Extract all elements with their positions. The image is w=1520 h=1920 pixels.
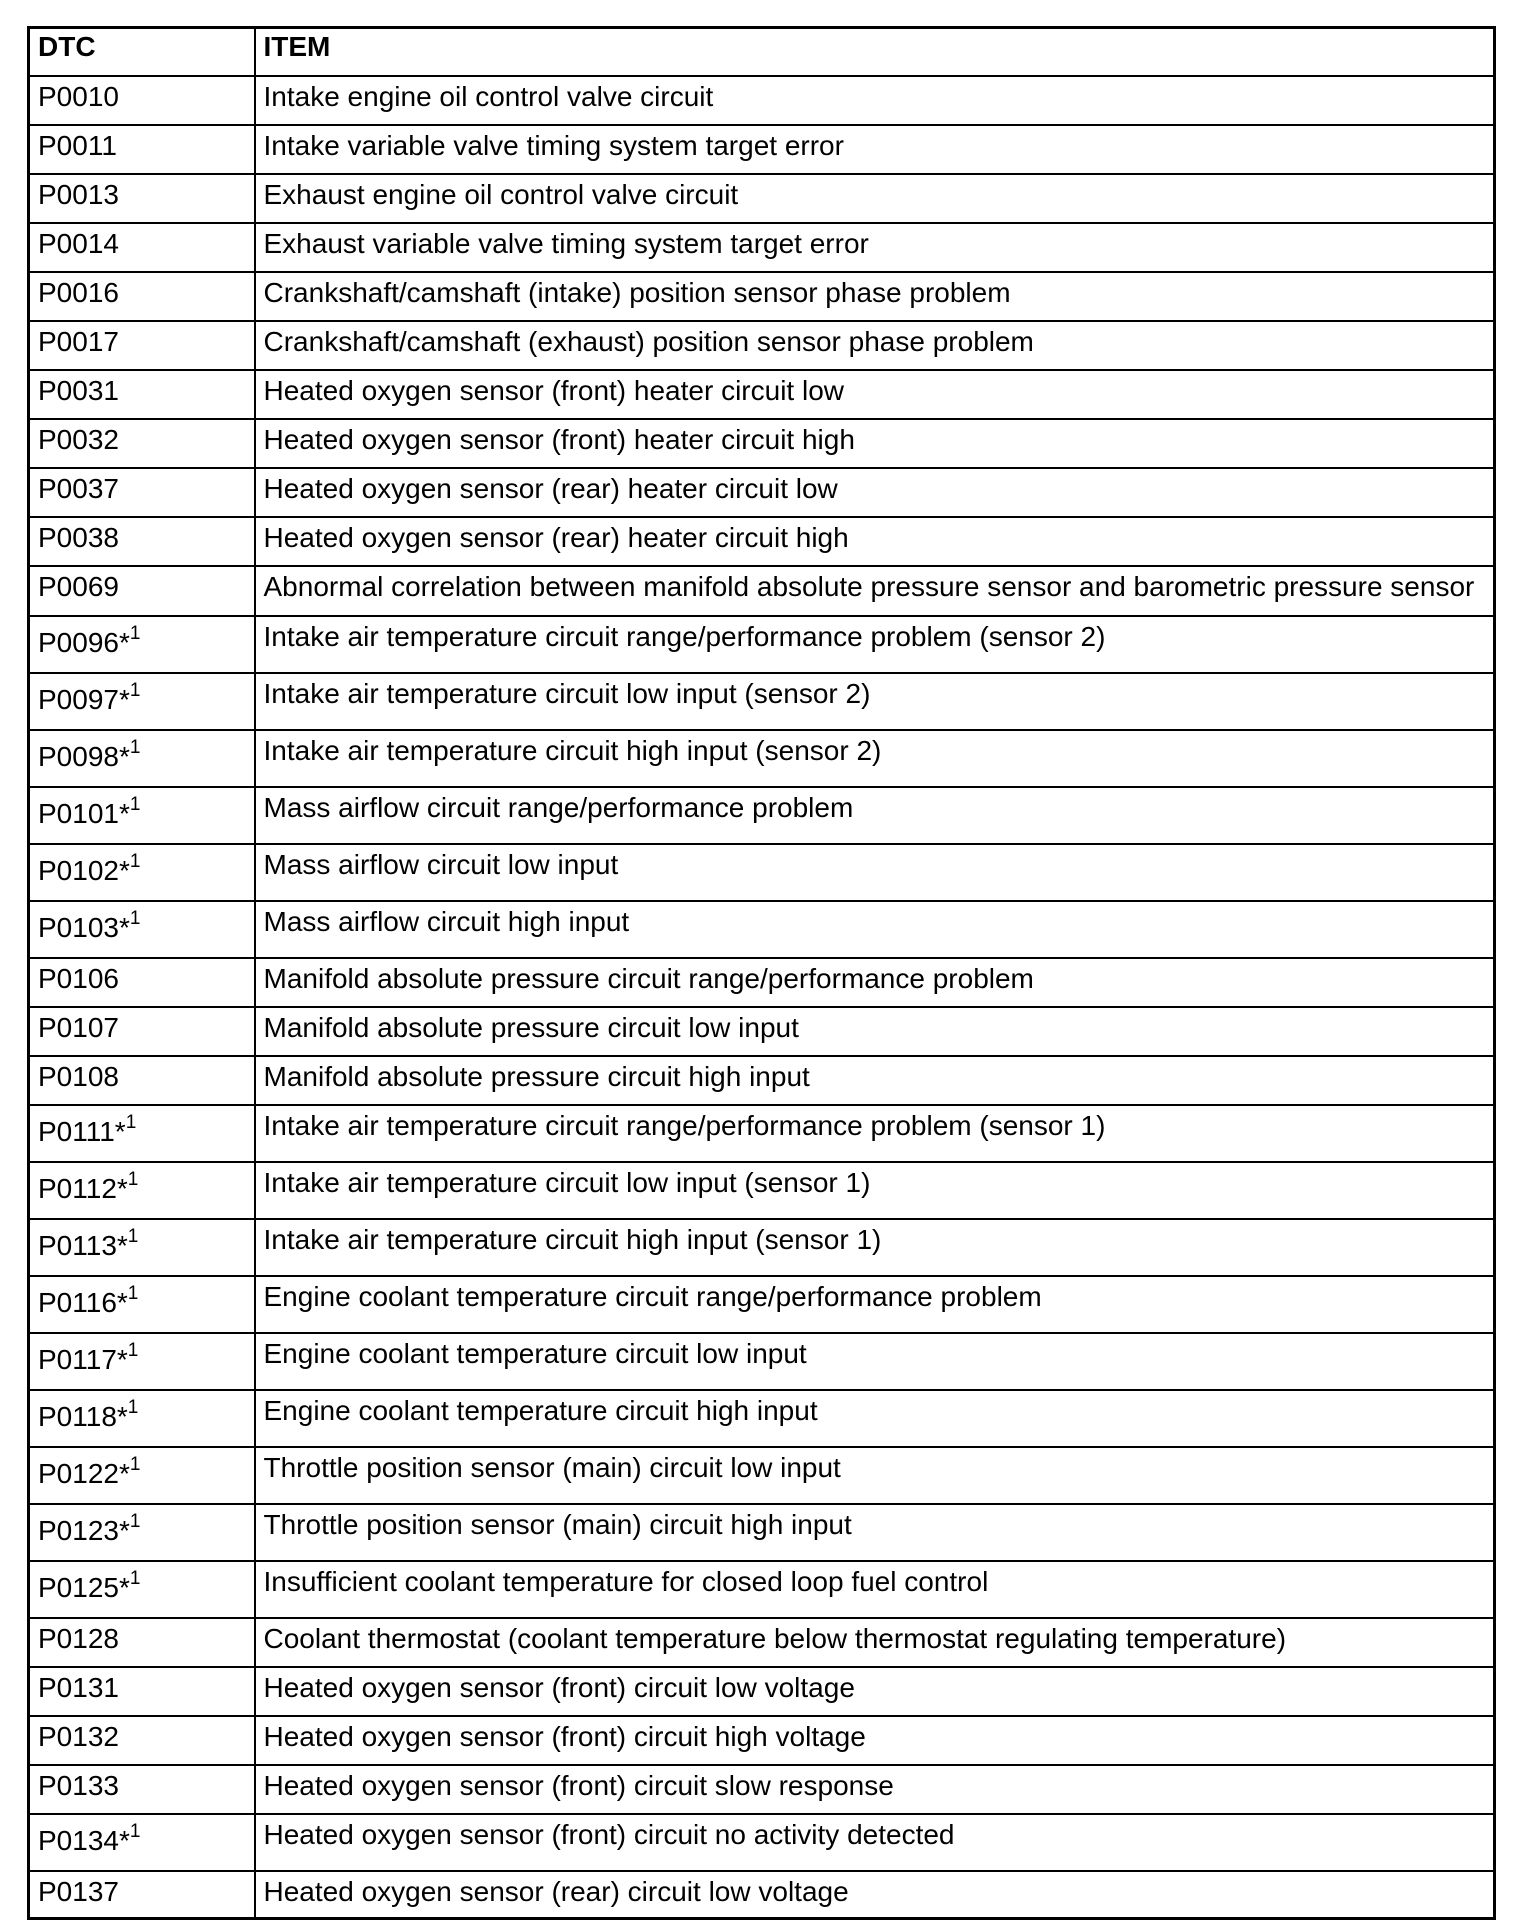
- dtc-item-cell: Heated oxygen sensor (rear) circuit low voltage: [255, 1871, 1495, 1919]
- dtc-item-cell: Heated oxygen sensor (front) circuit no activity detected: [255, 1814, 1495, 1871]
- footnote-marker: 1: [129, 1567, 141, 1589]
- dtc-item-cell: Intake air temperature circuit low input (sensor 1): [255, 1162, 1495, 1219]
- dtc-code: P0010: [38, 81, 119, 112]
- table-row: [29, 1504, 1495, 1561]
- dtc-item-cell: Coolant thermostat (coolant temperature below thermostat regulating temperature): [255, 1618, 1495, 1667]
- dtc-code: P0098*: [38, 741, 130, 772]
- dtc-code: P0069: [38, 571, 119, 602]
- dtc-code-cell: [29, 76, 255, 125]
- dtc-item-cell: Intake air temperature circuit high input (sensor 1): [255, 1219, 1495, 1276]
- dtc-code: P0117*: [38, 1344, 128, 1375]
- dtc-code: P0125*: [38, 1572, 130, 1603]
- dtc-code-cell: [29, 1618, 255, 1667]
- dtc-code-cell: [29, 419, 255, 468]
- dtc-item-cell: Engine coolant temperature circuit low input: [255, 1333, 1495, 1390]
- dtc-code-cell: [29, 1504, 255, 1561]
- footnote-marker: 1: [129, 1510, 141, 1532]
- table-row: [29, 1105, 1495, 1162]
- dtc-item-cell: Heated oxygen sensor (front) heater circuit low: [255, 370, 1495, 419]
- dtc-code: P0038: [38, 522, 119, 553]
- table-row: [29, 901, 1495, 958]
- table-row: [29, 1333, 1495, 1390]
- dtc-column-header: DTC: [29, 28, 255, 77]
- dtc-item-cell: Manifold absolute pressure circuit range/performance problem: [255, 958, 1495, 1007]
- dtc-item-cell: Intake air temperature circuit range/performance problem (sensor 2): [255, 616, 1495, 673]
- dtc-code-cell: [29, 1105, 255, 1162]
- table-row: [29, 616, 1495, 673]
- dtc-code: P0011: [38, 130, 117, 161]
- dtc-code: P0037: [38, 473, 119, 504]
- dtc-code: P0111*: [38, 1116, 126, 1147]
- footnote-marker: 1: [129, 622, 141, 644]
- dtc-code-cell: [29, 730, 255, 787]
- dtc-code-cell: [29, 125, 255, 174]
- table-row: [29, 517, 1495, 566]
- dtc-code-cell: [29, 1333, 255, 1390]
- dtc-code: P0122*: [38, 1458, 130, 1489]
- table-row: [29, 76, 1495, 125]
- dtc-item-cell: Throttle position sensor (main) circuit low input: [255, 1447, 1495, 1504]
- table-row: [29, 1162, 1495, 1219]
- dtc-item-cell: Intake air temperature circuit low input (sensor 2): [255, 673, 1495, 730]
- dtc-code-cell: [29, 958, 255, 1007]
- dtc-code: P0032: [38, 424, 119, 455]
- dtc-item-cell: Engine coolant temperature circuit range/performance problem: [255, 1276, 1495, 1333]
- footnote-marker: 1: [129, 907, 141, 929]
- dtc-code-cell: [29, 1390, 255, 1447]
- table-row: [29, 223, 1495, 272]
- dtc-item-cell: Crankshaft/camshaft (intake) position sensor phase problem: [255, 272, 1495, 321]
- dtc-code: P0106: [38, 963, 119, 994]
- table-row: [29, 1765, 1495, 1814]
- dtc-code-cell: [29, 901, 255, 958]
- dtc-code: P0128: [38, 1623, 119, 1654]
- dtc-code-cell: [29, 1056, 255, 1105]
- dtc-code: P0137: [38, 1876, 119, 1907]
- dtc-code: P0017: [38, 326, 119, 357]
- dtc-item-cell: Heated oxygen sensor (front) circuit high voltage: [255, 1716, 1495, 1765]
- dtc-item-cell: Intake engine oil control valve circuit: [255, 76, 1495, 125]
- footnote-marker: 1: [125, 1111, 137, 1133]
- dtc-code-cell: [29, 272, 255, 321]
- dtc-item-cell: Throttle position sensor (main) circuit high input: [255, 1504, 1495, 1561]
- dtc-code: P0133: [38, 1770, 119, 1801]
- dtc-code-cell: [29, 468, 255, 517]
- dtc-item-cell: Manifold absolute pressure circuit low input: [255, 1007, 1495, 1056]
- dtc-code-cell: [29, 1871, 255, 1919]
- dtc-code: P0103*: [38, 912, 130, 943]
- dtc-code: P0107: [38, 1012, 119, 1043]
- table-row: [29, 125, 1495, 174]
- footnote-marker: 1: [127, 1168, 139, 1190]
- dtc-code: P0132: [38, 1721, 119, 1752]
- table-row: [29, 1390, 1495, 1447]
- dtc-item-cell: Insufficient coolant temperature for closed loop fuel control: [255, 1561, 1495, 1618]
- table-row: [29, 1618, 1495, 1667]
- table-row: [29, 1007, 1495, 1056]
- footnote-marker: 1: [127, 1396, 139, 1418]
- dtc-item-cell: Heated oxygen sensor (front) heater circuit high: [255, 419, 1495, 468]
- dtc-item-cell: Exhaust engine oil control valve circuit: [255, 174, 1495, 223]
- dtc-code: P0031: [38, 375, 119, 406]
- dtc-item-cell: Mass airflow circuit low input: [255, 844, 1495, 901]
- table-row: [29, 1561, 1495, 1618]
- dtc-code-cell: [29, 370, 255, 419]
- table-row: [29, 321, 1495, 370]
- dtc-item-cell: Mass airflow circuit range/performance problem: [255, 787, 1495, 844]
- dtc-code-cell: [29, 1667, 255, 1716]
- dtc-item-cell: Exhaust variable valve timing system target error: [255, 223, 1495, 272]
- dtc-code-cell: [29, 673, 255, 730]
- dtc-item-cell: Heated oxygen sensor (rear) heater circuit high: [255, 517, 1495, 566]
- dtc-code-cell: [29, 844, 255, 901]
- dtc-code-cell: [29, 174, 255, 223]
- footnote-marker: 1: [129, 850, 141, 872]
- table-row: [29, 730, 1495, 787]
- dtc-code: P0102*: [38, 855, 130, 886]
- dtc-code-cell: [29, 223, 255, 272]
- dtc-item-cell: Heated oxygen sensor (front) circuit low voltage: [255, 1667, 1495, 1716]
- dtc-code-cell: [29, 1219, 255, 1276]
- footnote-marker: 1: [129, 793, 141, 815]
- dtc-code: P0014: [38, 228, 119, 259]
- table-row: [29, 370, 1495, 419]
- table-row: [29, 272, 1495, 321]
- dtc-code-cell: [29, 1007, 255, 1056]
- dtc-item-cell: Heated oxygen sensor (front) circuit slow response: [255, 1765, 1495, 1814]
- dtc-code: P0096*: [38, 627, 130, 658]
- dtc-code-cell: [29, 1716, 255, 1765]
- dtc-table: [27, 26, 1496, 1920]
- dtc-code: P0116*: [38, 1287, 128, 1318]
- dtc-code-cell: [29, 1162, 255, 1219]
- footnote-marker: 1: [127, 1225, 139, 1247]
- table-row: [29, 673, 1495, 730]
- dtc-code-cell: [29, 616, 255, 673]
- dtc-code: P0134*: [38, 1825, 130, 1856]
- table-row: [29, 1667, 1495, 1716]
- table-row: [29, 1056, 1495, 1105]
- dtc-code-cell: [29, 1276, 255, 1333]
- dtc-item-cell: Intake air temperature circuit range/performance problem (sensor 1): [255, 1105, 1495, 1162]
- dtc-code-cell: [29, 321, 255, 370]
- table-row: [29, 1871, 1495, 1919]
- item-column-header: ITEM: [255, 28, 1495, 77]
- table-row: [29, 1219, 1495, 1276]
- dtc-code-cell: [29, 1561, 255, 1618]
- footnote-marker: 1: [127, 1339, 139, 1361]
- footnote-marker: 1: [127, 1282, 139, 1304]
- dtc-code: P0123*: [38, 1515, 130, 1546]
- dtc-code-cell: [29, 1814, 255, 1871]
- dtc-item-cell: Heated oxygen sensor (rear) heater circuit low: [255, 468, 1495, 517]
- dtc-code-cell: [29, 787, 255, 844]
- table-row: [29, 174, 1495, 223]
- dtc-code: P0113*: [38, 1230, 128, 1261]
- dtc-item-cell: Crankshaft/camshaft (exhaust) position sensor phase problem: [255, 321, 1495, 370]
- table-row: [29, 1276, 1495, 1333]
- table-row: [29, 787, 1495, 844]
- dtc-code: P0101*: [38, 798, 130, 829]
- header-row: [29, 28, 1495, 77]
- dtc-code-cell: [29, 1447, 255, 1504]
- table-body: [29, 76, 1495, 1919]
- dtc-code: P0013: [38, 179, 119, 210]
- table-row: [29, 1447, 1495, 1504]
- dtc-code: P0108: [38, 1061, 119, 1092]
- footnote-marker: 1: [129, 1453, 141, 1475]
- table-row: [29, 958, 1495, 1007]
- footnote-marker: 1: [129, 736, 141, 758]
- dtc-code: P0118*: [38, 1401, 128, 1432]
- dtc-item-cell: Engine coolant temperature circuit high input: [255, 1390, 1495, 1447]
- table-row: [29, 419, 1495, 468]
- dtc-item-cell: Mass airflow circuit high input: [255, 901, 1495, 958]
- footnote-marker: 1: [129, 1820, 141, 1842]
- dtc-code: P0097*: [38, 684, 130, 715]
- table-row: [29, 468, 1495, 517]
- dtc-code-cell: [29, 566, 255, 616]
- dtc-code: P0131: [38, 1672, 119, 1703]
- table-row: [29, 1716, 1495, 1765]
- dtc-item-cell: Intake variable valve timing system target error: [255, 125, 1495, 174]
- dtc-item-cell: Manifold absolute pressure circuit high input: [255, 1056, 1495, 1105]
- dtc-code: P0112*: [38, 1173, 128, 1204]
- dtc-code-cell: [29, 517, 255, 566]
- table-row: [29, 844, 1495, 901]
- dtc-item-cell: Intake air temperature circuit high input (sensor 2): [255, 730, 1495, 787]
- dtc-code-cell: [29, 1765, 255, 1814]
- table-row: [29, 1814, 1495, 1871]
- footnote-marker: 1: [129, 679, 141, 701]
- dtc-item-cell: Abnormal correlation between manifold absolute pressure sensor and barometric pressure sensor: [255, 566, 1495, 616]
- dtc-code: P0016: [38, 277, 119, 308]
- table-row: [29, 566, 1495, 616]
